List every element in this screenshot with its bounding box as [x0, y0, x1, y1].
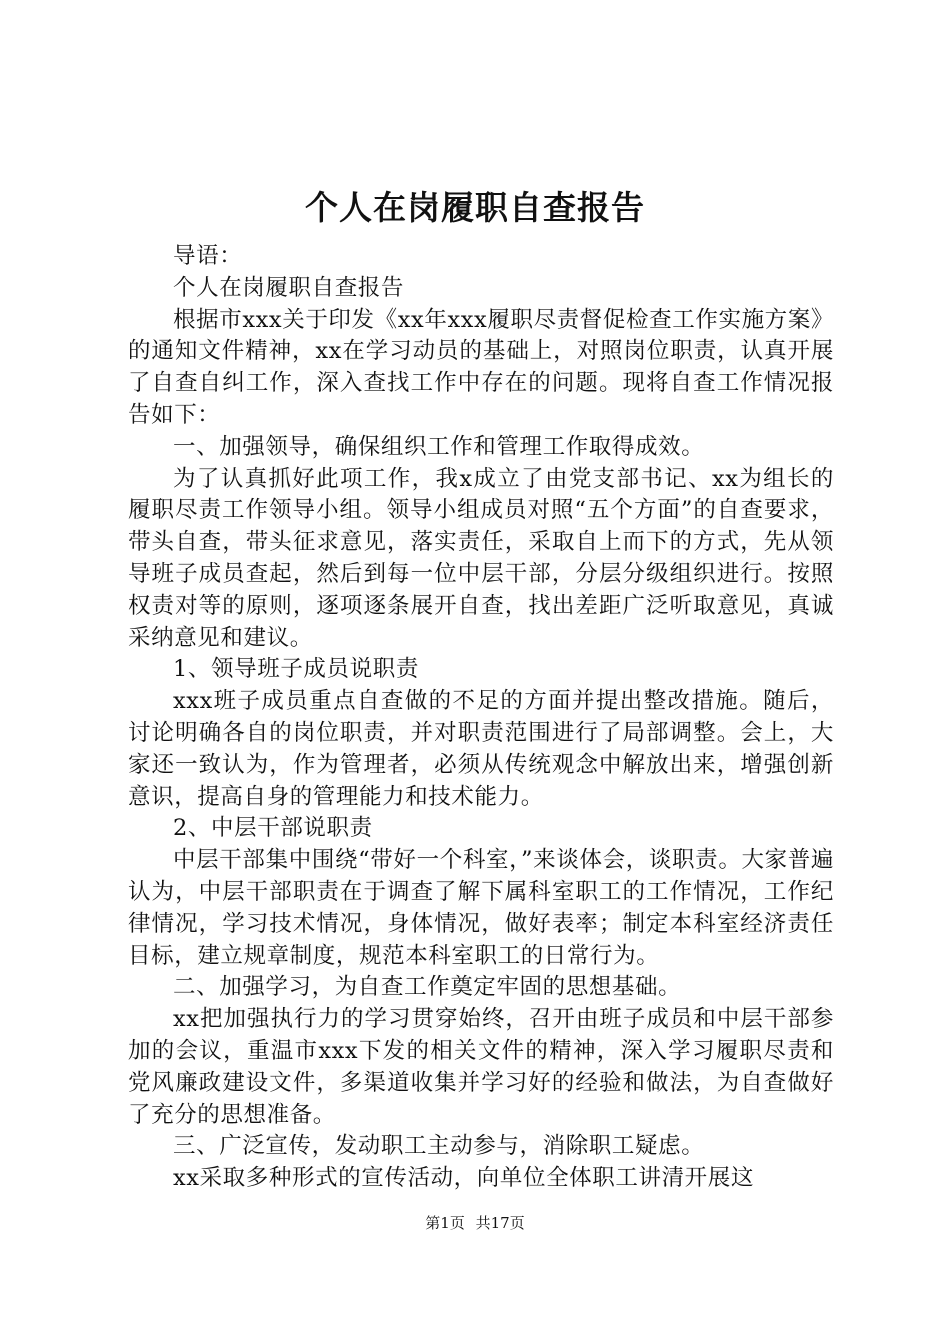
subsection-heading-2: 2、中层干部说职责 — [173, 815, 373, 842]
document-body — [128, 241, 834, 1195]
paragraph-intro-label: 导语： — [173, 243, 243, 269]
document-title: 个人在岗履职自查报告 — [305, 188, 645, 227]
paragraph: 根据市xxx关于印发《xx年xxx履职尽责督促检查工作实施方案》的通知文件精神，xx在学习动员的基础上，对照岗位职责，认真开展了自查自纠工作，深入查找工作中存在的问题。现将自查工作情况报告如下： — [128, 306, 834, 428]
paragraph: xx采取多种形式的宣传活动，向单位全体职工讲清开展这 — [173, 1165, 754, 1192]
section-heading-2: 二、加强学习，为自查工作奠定牢固的思想基础。 — [173, 974, 682, 1001]
paragraph: 为了认真抓好此项工作，我x成立了由党支部书记、xx为组长的履职尽责工作领导小组。领导小组成员对照“五个方面”的自查要求，带头自查，带头征求意见，落实责任，采取自上而下的方式，先从领导班子成员查起，然后到每一位中层干部，分层分级组织进行。按照权责对等的原则，逐项逐条展开自查，找出差距广泛听取意见，真诚采纳意见和建议。 — [128, 465, 834, 651]
paragraph: xxx班子成员重点自查做的不足的方面并提出整改措施。随后，讨论明确各自的岗位职责，并对职责范围进行了局部调整。会上，大家还一致认为，作为管理者，必须从传统观念中解放出来，增强创新意识，提高自身的管理能力和技术能力。 — [128, 688, 834, 810]
paragraph-subtitle: 个人在岗履职自查报告 — [173, 274, 405, 301]
section-heading-3: 三、广泛宣传，发动职工主动参与，消除职工疑虑。 — [173, 1133, 705, 1160]
paragraph: 中层干部集中围绕“带好一个科室，”来谈体会，谈职责。大家普遍认为，中层干部职责在于调查了解下属科室职工的工作情况，工作纪律情况，学习技术情况，身体情况，做好表率；制定本科室经济责任目标，建立规章制度，规范本科室职工的日常行为。 — [128, 847, 834, 969]
paragraph: xx把加强执行力的学习贯穿始终，召开由班子成员和中层干部参加的会议，重温市xxx下发的相关文件的精神，深入学习履职尽责和党风廉政建设文件，多渠道收集并学习好的经验和做法，为自查做好了充分的思想准备。 — [128, 1006, 834, 1128]
page-number: 第1页 — [425, 1214, 465, 1232]
page-total: 共17页 — [475, 1214, 525, 1232]
subsection-heading-1: 1、领导班子成员说职责 — [173, 656, 419, 683]
page-footer — [0, 1213, 950, 1233]
section-heading-1: 一、加强领导，确保组织工作和管理工作取得成效。 — [173, 433, 705, 460]
